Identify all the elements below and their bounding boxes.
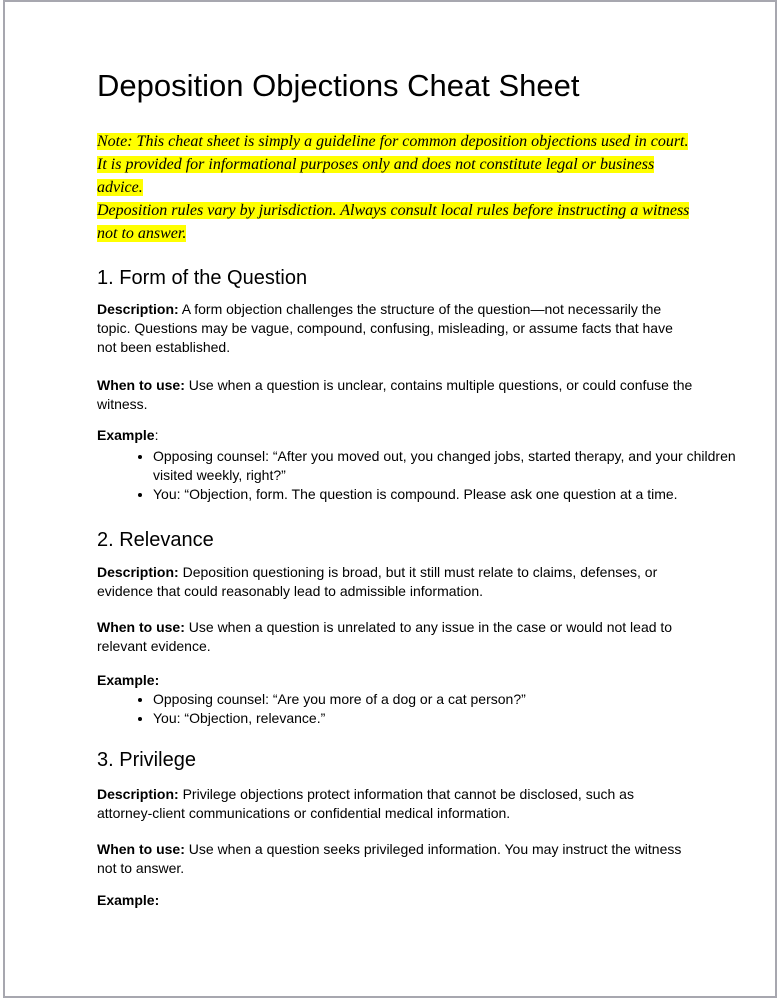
note-paragraph-1 xyxy=(97,130,693,199)
section-2-when-to-use xyxy=(97,618,693,656)
section-2-example-list xyxy=(97,690,749,728)
list-item: • Opposing counsel: “After you moved out, you changed jobs, started therapy, and your children visited weekly, right?” xyxy=(153,447,749,485)
when-to-use-text: Use when a question is unrelated to any issue in the case or would not lead to relevant evidence. xyxy=(97,619,673,654)
section-heading-3: 3. Privilege xyxy=(97,749,196,771)
section-heading-2: 2. Relevance xyxy=(97,529,214,551)
list-item: • You: “Objection, relevance.” xyxy=(153,709,749,728)
note-block xyxy=(97,130,693,245)
list-item: • Opposing counsel: “Are you more of a dog or a cat person?” xyxy=(153,690,749,709)
example-label: Example xyxy=(97,427,155,443)
document-page xyxy=(3,0,777,998)
highlighted-text: Deposition rules vary by jurisdiction. Always consult local rules before instructing a witness not to answer. xyxy=(97,202,690,242)
section-1-example-list xyxy=(97,447,749,504)
section-heading-1: 1. Form of the Question xyxy=(97,267,308,289)
highlighted-text: Note: This cheat sheet is simply a guideline for common deposition objections used in court. It is provided for informational purposes only and does not constitute legal or business advice. xyxy=(97,133,689,196)
section-3-description xyxy=(97,785,693,823)
when-to-use-text: Use when a question is unclear, contains multiple questions, or could confuse the witness. xyxy=(97,377,693,412)
description-label: Description: xyxy=(97,786,179,802)
description-text: A form objection challenges the structure of the question—not necessarily the topic. Questions may be vague, compound, confusing, misleading, or assume facts that have not been established. xyxy=(97,301,673,355)
when-to-use-label: When to use: xyxy=(97,619,185,635)
document-title: Deposition Objections Cheat Sheet xyxy=(97,68,580,103)
section-1-when-to-use xyxy=(97,376,693,414)
description-label: Description: xyxy=(97,564,179,580)
when-to-use-text: Use when a question seeks privileged information. You may instruct the witness not to answer. xyxy=(97,841,682,876)
description-text: Deposition questioning is broad, but it still must relate to claims, defenses, or evidence that could reasonably lead to admissible information. xyxy=(97,564,658,599)
section-2-description xyxy=(97,563,693,601)
section-1-example-label xyxy=(97,426,693,445)
when-to-use-label: When to use: xyxy=(97,377,185,393)
note-paragraph-2 xyxy=(97,199,693,245)
section-3-when-to-use xyxy=(97,840,693,878)
section-3-example-label xyxy=(97,891,693,910)
description-label: Description: xyxy=(97,301,179,317)
description-text: Privilege objections protect information that cannot be disclosed, such as attorney-client communications or confidential medical information. xyxy=(97,786,634,821)
section-2-example-label xyxy=(97,671,693,690)
example-colon: : xyxy=(154,427,159,443)
when-to-use-label: When to use: xyxy=(97,841,185,857)
example-label: Example: xyxy=(97,672,160,688)
list-item: • You: “Objection, form. The question is compound. Please ask one question at a time. xyxy=(153,485,749,504)
example-label: Example: xyxy=(97,892,160,908)
section-1-description xyxy=(97,300,693,357)
